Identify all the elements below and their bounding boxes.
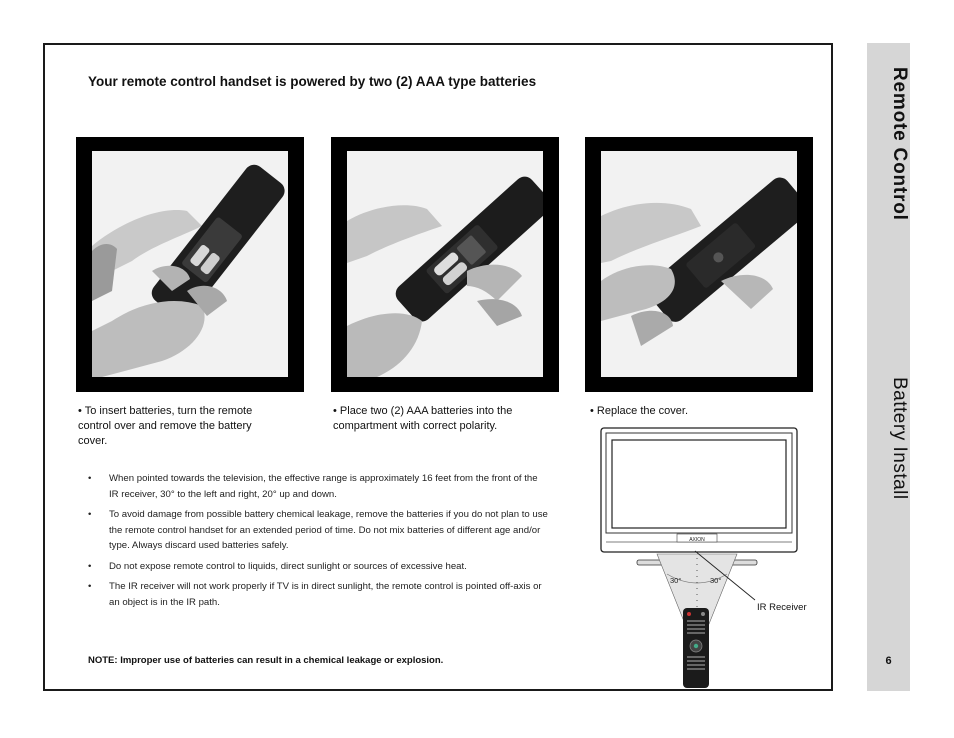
warning-note: NOTE: Improper use of batteries can result in a chemical leakage or explosion. bbox=[88, 655, 444, 666]
ir-receiver-label: IR Receiver bbox=[757, 602, 807, 613]
photo-replace-cover bbox=[585, 137, 813, 392]
step-3-caption: • Replace the cover. bbox=[590, 405, 689, 417]
bullet-item: • To avoid damage from possible battery chemical leakage, remove the batteries if you do not plan to use the remote control handset for an extended period of time. Do not mix batteries of different age and/or type. Always discard used batteries safely. bbox=[88, 509, 548, 551]
photo-replace-cover-image bbox=[601, 151, 797, 377]
angle-left-label: 30° bbox=[670, 576, 682, 585]
page-heading: Your remote control handset is powered by two (2) AAA type batteries bbox=[88, 74, 537, 89]
section-title: Remote Control bbox=[889, 67, 910, 221]
bullet-item: • Do not expose remote control to liquids, direct sunlight or sources of excessive heat. bbox=[88, 560, 467, 572]
tv-brand-logo: AXION bbox=[689, 537, 705, 543]
page-number: 6 bbox=[885, 655, 892, 667]
sidebar-tab bbox=[867, 43, 910, 691]
bullet-item: • When pointed towards the television, the effective range is approximately 16 feet from the front of the IR receiver, 30° to the left and right, 20° up and down. bbox=[88, 473, 538, 500]
bullet-item: • The IR receiver will not work properly if TV is in direct sunlight, the remote control is pointed off-axis or an object is in the IR path. bbox=[88, 581, 542, 608]
photo-remove-cover-image bbox=[92, 151, 288, 377]
section-subtitle: Battery Install bbox=[889, 377, 910, 500]
step-1-caption: • To insert batteries, turn the remote control over and remove the battery cover. bbox=[78, 405, 253, 447]
remote-control-drawing bbox=[683, 608, 709, 688]
tv-screen bbox=[612, 440, 786, 528]
angle-right-label: 30° bbox=[710, 576, 722, 585]
photo-insert-batteries bbox=[331, 137, 559, 392]
photo-insert-batteries-image bbox=[347, 151, 543, 377]
safety-bullet-list bbox=[88, 471, 548, 615]
step-2-caption: • Place two (2) AAA batteries into the compartment with correct polarity. bbox=[333, 405, 513, 432]
photo-remove-cover bbox=[76, 137, 304, 392]
tv-remote-diagram bbox=[597, 424, 825, 694]
